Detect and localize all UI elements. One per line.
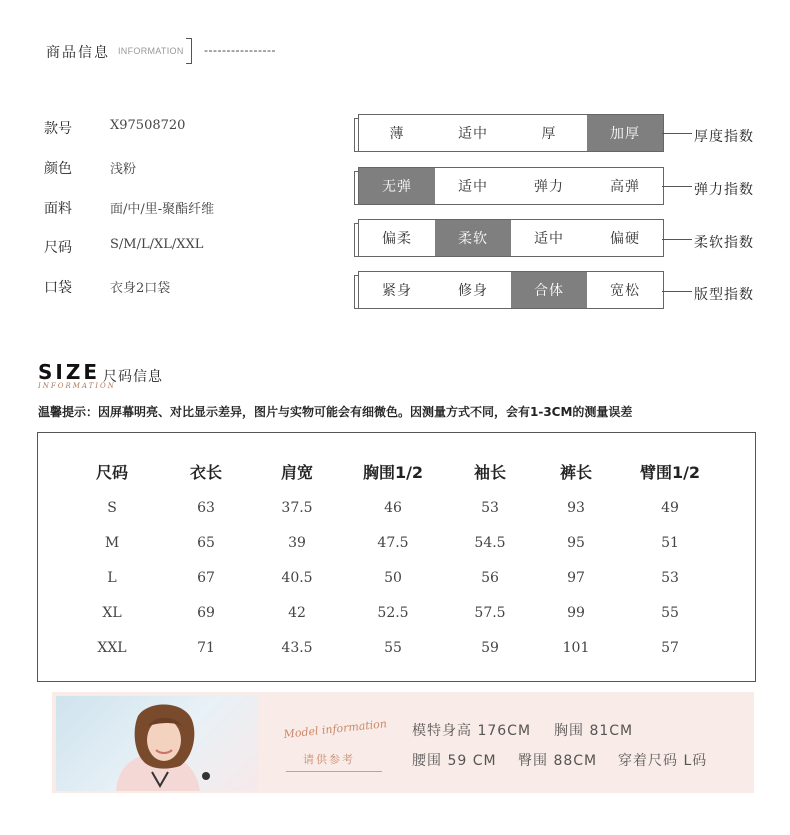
model-info-title-cn: 请供参考 — [303, 753, 355, 766]
table-cell: 53 — [661, 569, 679, 586]
info-value: S/M/L/XL/XXL — [110, 237, 204, 252]
index-option: 适中 — [458, 179, 488, 195]
table-cell: 40.5 — [281, 569, 313, 586]
table-cell: 43.5 — [281, 639, 313, 656]
model-bust: 胸围 81CM — [554, 723, 634, 739]
index-options — [358, 219, 664, 257]
index-name: 厚度指数 — [694, 129, 754, 145]
size-title: SIZE — [38, 360, 101, 384]
col-header: 臂围1/2 — [639, 462, 701, 482]
table-cell: 39 — [288, 534, 306, 551]
index-option: 修身 — [458, 283, 488, 299]
table-cell: 59 — [481, 639, 499, 656]
table-row — [56, 525, 732, 560]
table-cell: 56 — [481, 569, 499, 586]
index-option: 厚 — [541, 126, 557, 142]
table-cell: 55 — [661, 604, 679, 621]
table-cell: 71 — [197, 639, 215, 656]
table-cell: 93 — [567, 499, 585, 516]
table-cell: 51 — [661, 534, 679, 551]
index-option: 高弹 — [610, 179, 640, 195]
model-height: 模特身高 176CM — [412, 723, 532, 739]
index-option-selected: 柔软 — [435, 220, 511, 256]
table-cell: 69 — [197, 604, 215, 621]
info-value: 衣身2口袋 — [110, 281, 171, 296]
softness-index — [354, 219, 662, 257]
index-name: 版型指数 — [694, 287, 754, 303]
info-value: 浅粉 — [110, 162, 137, 177]
model-info-underline — [286, 771, 382, 772]
index-option: 适中 — [458, 126, 488, 142]
info-label: 口袋 — [44, 280, 72, 296]
size-title-cn: 尺码信息 — [103, 369, 163, 385]
table-row — [56, 490, 732, 525]
connector-line — [662, 239, 692, 240]
index-option: 紧身 — [382, 283, 412, 299]
table-cell: S — [107, 499, 117, 516]
table-cell: 50 — [384, 569, 402, 586]
model-info-title-en: Model information — [283, 717, 388, 741]
table-row — [56, 560, 732, 595]
table-cell: 47.5 — [377, 534, 409, 551]
model-photo — [56, 696, 258, 791]
table-cell: 46 — [384, 499, 402, 516]
size-title-en: INFORMATION — [38, 382, 116, 390]
index-name: 弹力指数 — [694, 182, 754, 198]
col-header: 裤长 — [559, 462, 592, 482]
model-hip: 臀围 88CM — [518, 753, 598, 769]
index-option: 偏柔 — [382, 231, 412, 247]
table-header-row — [56, 452, 732, 490]
table-cell: 65 — [197, 534, 215, 551]
bracket-divider — [186, 38, 192, 64]
info-label: 尺码 — [44, 240, 72, 256]
info-label: 颜色 — [44, 161, 72, 177]
table-cell: M — [104, 534, 120, 551]
table-cell: 53 — [481, 499, 499, 516]
info-value: 面/中/里-聚酯纤维 — [110, 202, 215, 217]
table-cell: 95 — [567, 534, 585, 551]
table-cell: L — [107, 569, 117, 586]
table-cell: XXL — [97, 639, 127, 656]
fit-index — [354, 271, 662, 309]
table-cell: 63 — [197, 499, 215, 516]
elasticity-index — [354, 167, 662, 205]
table-cell: 49 — [661, 499, 679, 516]
index-options — [358, 271, 664, 309]
thickness-index — [354, 114, 662, 152]
size-table — [56, 452, 732, 665]
col-header: 胸围1/2 — [362, 462, 424, 482]
table-cell: 55 — [384, 639, 402, 656]
index-options — [358, 114, 664, 152]
index-option: 适中 — [534, 231, 564, 247]
table-cell: 67 — [197, 569, 215, 586]
model-wearing-size: 穿着尺码 L码 — [618, 753, 708, 769]
connector-line — [662, 186, 692, 187]
table-cell: 54.5 — [474, 534, 506, 551]
col-header: 衣长 — [189, 462, 222, 482]
table-cell: 52.5 — [377, 604, 409, 621]
index-option: 偏硬 — [610, 231, 640, 247]
table-cell: 101 — [562, 639, 590, 656]
table-cell: XL — [102, 604, 122, 621]
table-cell: 37.5 — [281, 499, 313, 516]
index-name: 柔软指数 — [694, 235, 754, 251]
table-cell: 57.5 — [474, 604, 506, 621]
table-cell: 97 — [567, 569, 585, 586]
index-option-selected: 合体 — [511, 272, 587, 308]
index-option: 薄 — [389, 126, 405, 142]
connector-line — [662, 291, 692, 292]
index-options — [358, 167, 664, 205]
index-option-selected: 加厚 — [587, 115, 663, 151]
section-title: 商品信息 — [46, 45, 110, 61]
table-cell: 42 — [288, 604, 306, 621]
info-label: 款号 — [44, 121, 72, 137]
col-header: 肩宽 — [280, 462, 313, 482]
section-subtitle: INFORMATION — [118, 46, 184, 56]
table-row — [56, 595, 732, 630]
dash-line: ---------------- — [204, 43, 276, 57]
index-option: 宽松 — [610, 283, 640, 299]
index-option: 弹力 — [534, 179, 564, 195]
info-value: X97508720 — [110, 118, 186, 133]
table-cell: 57 — [661, 639, 679, 656]
model-photo-illustration — [56, 696, 258, 791]
size-note: 温馨提示：因屏幕明亮、对比显示差异，图片与实物可能会有细微色。因测量方式不同，会有1-3CM的测量误差 — [38, 405, 633, 419]
col-header: 袖长 — [473, 462, 506, 482]
model-waist: 腰围 59 CM — [412, 753, 497, 769]
table-cell: 99 — [567, 604, 585, 621]
table-row — [56, 630, 732, 665]
connector-line — [662, 133, 692, 134]
col-header: 尺码 — [95, 462, 128, 482]
index-option-selected: 无弹 — [359, 168, 435, 204]
info-label: 面料 — [44, 201, 72, 217]
